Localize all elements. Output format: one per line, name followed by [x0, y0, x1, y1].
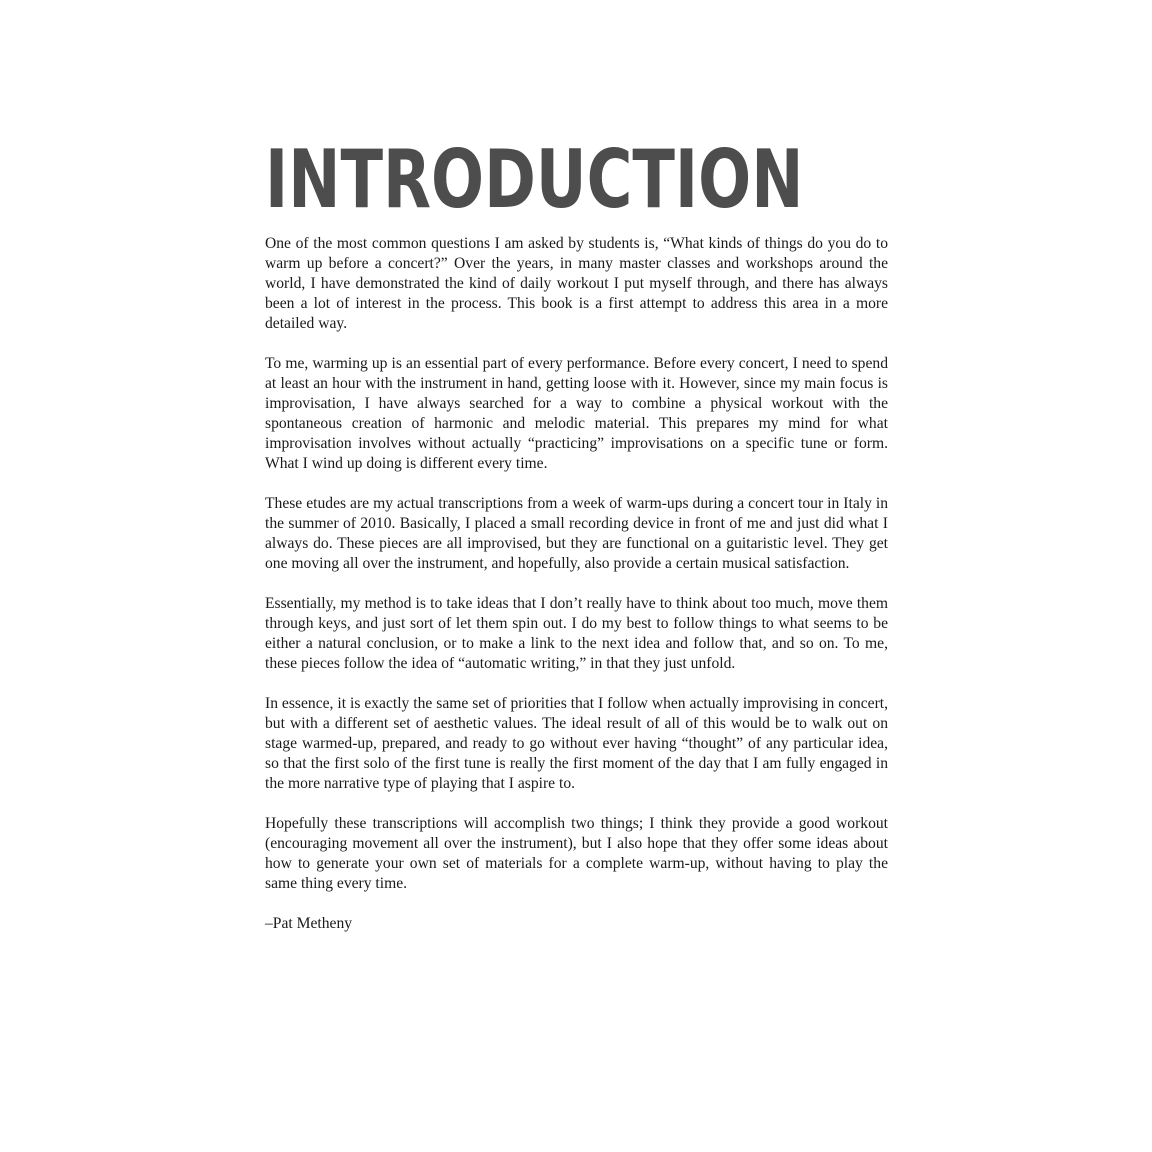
page-title: INTRODUCTION	[265, 133, 804, 226]
paragraph-5: In essence, it is exactly the same set of priorities that I follow when actually improvising in concert, but with a different set of aesthetic values. The ideal result of all of this would be to walk out on stage warmed-up, prepared, and ready to go without ever having “thought” of any particular idea, so that the first solo of the first tune is really the first moment of the day that I am fully engaged in the more narrative type of playing that I aspire to.	[265, 695, 888, 792]
paragraph-3: These etudes are my actual transcriptions from a week of warm-ups during a concert tour in Italy in the summer of 2010. Basically, I placed a small recording device in front of me and just did what I always do. These pieces are all improvised, but they are functional on a guitaristic level. They get one moving all over the instrument, and hopefully, also provide a certain musical satisfaction.	[265, 495, 888, 572]
author-signature: –Pat Metheny	[265, 915, 353, 932]
paragraph-6: Hopefully these transcriptions will accomplish two things; I think they provide a good workout (encouraging movement all over the instrument), but I also hope that they offer some ideas about how to generate your own set of materials for a complete warm-up, without having to play the same thing every time.	[265, 815, 888, 892]
body-text	[265, 234, 888, 934]
paragraph-1: One of the most common questions I am asked by students is, “What kinds of things do you do to warm up before a concert?” Over the years, in many master classes and workshops around the world, I have demonstrated the kind of daily workout I put myself through, and there has always been a lot of interest in the process. This book is a first attempt to address this area in a more detailed way.	[265, 235, 888, 332]
paragraph-2: To me, warming up is an essential part of every performance. Before every concert, I need to spend at least an hour with the instrument in hand, getting loose with it. However, since my main focus is improvisation, I have always searched for a way to combine a physical workout with the spontaneous creation of harmonic and melodic material. This prepares my mind for what improvisation involves without actually “practicing” improvisations on a specific tune or form. What I wind up doing is different every time.	[265, 355, 888, 472]
document-page	[265, 133, 888, 954]
paragraph-4: Essentially, my method is to take ideas that I don’t really have to think about too much, move them through keys, and just sort of let them spin out. I do my best to follow things to what seems to be either a natural conclusion, or to make a link to the next idea and follow that, and so on. To me, these pieces follow the idea of “automatic writing,” in that they just unfold.	[265, 595, 888, 672]
